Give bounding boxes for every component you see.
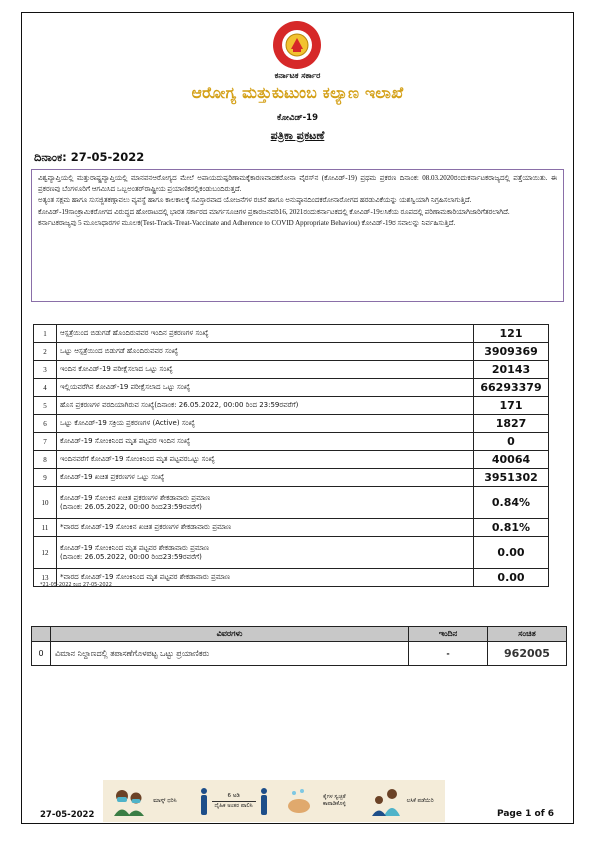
row-label — [57, 537, 474, 569]
person-icon — [259, 787, 269, 815]
row-number: 0 — [32, 642, 51, 666]
page-of: of — [531, 809, 548, 819]
row-label: ಇಂದಿನ ಕೋವಿಡ್-19 ಪರೀಕ್ಷೆಸಲಾದ ಒಟ್ಟು ಸಂಖ್ಯೆ — [57, 361, 474, 379]
row-value: 66293379 — [474, 379, 549, 397]
banner-vaccine-text: ಲಸಿಕೆ ಪಡೆಯಿರಿ — [406, 797, 434, 804]
karnataka-emblem-icon — [272, 20, 322, 70]
government-name: ಕರ್ನಾಟಕ ಸರ್ಕಾರ — [274, 71, 321, 80]
page-number: 1 — [525, 809, 532, 819]
header-cell: ವಿವರಗಳು — [51, 627, 409, 642]
table-row — [34, 343, 549, 361]
row-value: 3951302 — [474, 469, 549, 487]
banner-hands — [286, 787, 353, 815]
banner-distance-top: 6 ಅಡಿ — [227, 792, 240, 799]
row-value: 171 — [474, 397, 549, 415]
intro-paragraph: ಕರ್ನಾಟಕರಾಜ್ಯವು 5 ಮೂಲಾಧಾರಗಳ ಮೂಲಕ(Test-Track-Treat-Vaccinate and Adherence to COVID Appropriate Behaviou) ಕೋವಿಡ್-19ರ ಸವಾಲನ್ನು ನಿರ್ವಹಿಸುತ್ತಿದೆ. — [38, 219, 456, 227]
row-number: 10 — [34, 487, 57, 519]
row-label: ವಿಮಾನ ನಿಲ್ದಾಣದಲ್ಲಿ ತಪಾಸಣೆಗೊಳಪಟ್ಟ ಒಟ್ಟು ಪ್ರಯಾಣಿಕರು — [51, 642, 409, 666]
mask-people-icon — [112, 786, 146, 816]
airport-table — [31, 626, 567, 666]
row-number: 5 — [34, 397, 57, 415]
row-label: ಕೋವಿಡ್-19 ಖಚಿತ ಪ್ರಕರಣಗಳ ಒಟ್ಟು ಸಂಖ್ಯೆ — [57, 469, 474, 487]
row-label-line: (ದಿನಾಂಕ: 26.05.2022, 00:00 ರಿಂದ23:59ರವರೆಗೆ) — [60, 502, 202, 511]
subject-title: ಕೋವಿಡ್-19 — [276, 113, 319, 123]
row-value: 3909369 — [474, 343, 549, 361]
row-value: 40064 — [474, 451, 549, 469]
department-title: ಆರೋಗ್ಯ ಮತ್ತುಕುಟುಂಬ ಕಲ್ಯಾಣ ಇಲಾಖೆ — [191, 84, 404, 102]
table-row — [34, 537, 549, 569]
row-label-line: ಕೋವಿಡ್-19 ಸೋಂಕಿನ ಖಚಿತ ಪ್ರಕರಣಗಳ ಶೇಕಡಾವಾರು ಪ್ರಮಾಣ — [60, 493, 211, 502]
page-indicator — [497, 809, 554, 819]
banner-vaccine — [371, 786, 436, 816]
hand-wash-icon — [286, 787, 312, 815]
intro-box — [31, 169, 564, 302]
header-cell — [32, 627, 51, 642]
header-cell: ಸಂಚಿತ — [488, 627, 567, 642]
table-row — [34, 379, 549, 397]
table-row — [34, 451, 549, 469]
release-date: ದಿನಾಂಕ: 27-05-2022 — [34, 150, 145, 164]
banner-distance-text: ದೈಹಿಕ ಅಂತರ ಪಾಲಿಸಿ — [214, 802, 253, 809]
page-total: 6 — [547, 809, 555, 819]
table-row — [34, 469, 549, 487]
table-row — [34, 325, 549, 343]
table-row — [34, 433, 549, 451]
row-value: 1827 — [474, 415, 549, 433]
banner-distance — [199, 787, 269, 815]
table-row — [34, 397, 549, 415]
row-label — [57, 487, 474, 519]
row-value: 20143 — [474, 361, 549, 379]
row-label-line: (ದಿನಾಂಕ: 26.05.2022, 00:00 ರಿಂದ23:59ರವರೆಗೆ) — [60, 552, 202, 561]
row-label: ಇಂದಿನವರೆಗೆ ಕೋವಿಡ್-19 ಸೋಂಕಿನಿಂದ ಮೃತ ಪಟ್ಟವರಒಟ್ಟು ಸಂಖ್ಯೆ — [57, 451, 474, 469]
row-value: 0.84% — [474, 487, 549, 519]
person-icon — [199, 787, 209, 815]
stats-table — [33, 324, 549, 587]
banner-hands-text: ಕೈಗಳ ಸ್ವಚ್ಛತೆ ಕಾಪಾಡಿಕೊಳ್ಳಿ — [322, 794, 346, 807]
covid-guidelines-banner — [103, 780, 445, 822]
row-value: 121 — [474, 325, 549, 343]
press-release-title: ಪತ್ರಿಕಾ ಪ್ರಕಟಣೆ — [270, 129, 325, 142]
row-label: ಒಟ್ಟು ಆಸ್ಪತ್ರೆಯಿಂದ ಬಿಡುಗಡೆ ಹೊಂದಿರುವವರ ಸಂಖ್ಯೆ — [57, 343, 474, 361]
footer-date: 27-05-2022 — [40, 810, 95, 820]
table-row — [34, 361, 549, 379]
table-row — [34, 487, 549, 519]
banner-mask — [112, 786, 181, 816]
row-value: 0.00 — [474, 569, 549, 587]
distance-arrow-icon — [212, 801, 256, 802]
table-row — [32, 642, 567, 666]
row-value: 0.81% — [474, 519, 549, 537]
intro-paragraph: ಅತ್ಯಂತ ಸಕ್ಷಮ ಹಾಗೂ ಸುಸಜ್ಜಿತಕಣ್ಗಾವಲು ವ್ಯವಸ್ಥೆ ಹಾಗೂ ಕಾಲಕಾಲಕ್ಕೆ ಸವಿಸ್ತಾರವಾದ ಯೋಜನೆಗಳ ರಚನೆ ಹಾಗೂ ಅನುಷ್ಠಾನದಿಂದಕರೋನಾರೋಗದ ಹರಡುವಿಕೆಯನ್ನು ಯಶಸ್ವಿಯಾಗಿ ನಿಗ್ರಹಿಸಲಾಗುತ್ತಿದೆ. — [38, 196, 472, 204]
row-label: *ವಾರದ ಕೋವಿಡ್-19 ಸೋಂಕಿನ ಖಚಿತ ಪ್ರಕರಣಗಳ ಶೇಕಡಾವಾರು ಪ್ರಮಾಣ — [57, 519, 474, 537]
row-label: ಹೊಸ ಪ್ರಕರಣಗಳ ವರದಿಯಾಗಿರುವ ಸಂಖ್ಯೆ(ದಿನಾಂಕ: 26.05.2022, 00:00 ರಿಂದ 23:59ರವರೆಗೆ) — [57, 397, 474, 415]
table-header-row — [32, 627, 567, 642]
row-number: 9 — [34, 469, 57, 487]
row-label-line: ಕೋವಿಡ್-19 ಸೋಂಕಿನಿಂದ ಮೃತ ಪಟ್ಟವರ ಶೇಕಡಾವಾರು ಪ್ರಮಾಣ — [60, 543, 210, 552]
row-number: 13 — [34, 569, 57, 587]
row-number: 3 — [34, 361, 57, 379]
intro-paragraph: ವಿಶ್ವವ್ಯಾಪ್ತಿಯಲ್ಲಿ ಮತ್ತುರಾಷ್ಟ್ರವ್ಯಾಪ್ತಿಯಲ್ಲಿ ಮಾನವನಆರೋಗ್ಯದ ಮೇಲೆ ಅಪಾಯದುಷ್ಪರಿಣಾಮಕ್ಕೆಕಾರಣವಾದಕರೋನಾ ವೈರಸ್‌ನ (ಕೋವಿಡ್-19) ಪ್ರಥಮ ಪ್ರಕರಣ ದಿನಾಂಕ: 08.03.2020ರಂದುಕರ್ನಾಟಕರಾಜ್ಯದಲ್ಲಿ ಪತ್ತೆಯಾಯಿತು. ಈ ಪ್ರಕರಣವು ಬೆಂಗಳೂರಿಗೆ ಆಗಮಿಸಿದ ಒಬ್ಬಅಂತರ್‌ರಾಷ್ಟ್ರೀಯ ಪ್ರಯಾಣಿಕರಲ್ಲಿಕಂಡುಬಂದಿರುತ್ತದೆ. — [38, 174, 557, 193]
row-number: 8 — [34, 451, 57, 469]
row-value: 0.00 — [474, 537, 549, 569]
banner-mask-text: ಮಾಸ್ಕ್ ಧರಿಸಿ — [153, 797, 177, 804]
row-label: ಆಸ್ಪತ್ರೆಯಿಂದ ಬಿಡುಗಡೆ ಹೊಂದಿರುವವರ ಇಂದಿನ ಪ್ರಕರಣಗಳ ಸಂಖ್ಯೆ — [57, 325, 474, 343]
page-prefix: Page — [497, 809, 526, 819]
cumulative-value: 962005 — [488, 642, 567, 666]
row-label: *ವಾರದ ಕೋವಿಡ್-19 ಸೋಂಕಿನಿಂದ ಮೃತ ಪಟ್ಟವರ ಶೇಕಡಾವಾರು ಪ್ರಮಾಣ — [57, 569, 474, 587]
row-label: ಕೋವಿಡ್-19 ಸೋಂಕಿನಿಂದ ಮೃತ ಪಟ್ಟವರ ಇಂದಿನ ಸಂಖ್ಯೆ — [57, 433, 474, 451]
table-row — [34, 415, 549, 433]
row-number: 12 — [34, 537, 57, 569]
row-label: ಒಟ್ಟು ಕೋವಿಡ್-19 ಸಕ್ರಿಯ ಪ್ರಕರಣಗಳ (Active) ಸಂಖ್ಯೆ — [57, 415, 474, 433]
row-number: 7 — [34, 433, 57, 451]
header-cell: ಇಂದಿನ — [409, 627, 488, 642]
banner-distance-text-wrap — [212, 793, 256, 810]
vaccine-icon — [371, 786, 401, 816]
row-number: 11 — [34, 519, 57, 537]
table-row — [34, 519, 549, 537]
intro-paragraph: ಕೋವಿಡ್-19ಸಾಂಕ್ರಾಮಿಕರೋಗದ ವಿರುದ್ಧದ ಹೋರಾಟದಲ್ಲಿ ಭಾರತ ಸರ್ಕಾರದ ಮಾರ್ಗಸೂಚಿಗಳ ಪ್ರಕಾರಜನವರಿ16, 2021ರಂದುಕರ್ನಾಟಕದಲ್ಲಿ ಕೋವಿಡ್-19ಲಸಿಕೆಯ ರೂಪದಲ್ಲಿ ಪರಿಣಾಮಕಾರಿಯಾಗಿಜಾರಿಗೆತರಲಾಗಿದೆ. — [38, 207, 510, 216]
today-value: - — [409, 642, 488, 666]
row-label: ಇಲ್ಲಿಯವರೆಗಿನ ಕೋವಿಡ್-19 ಪರೀಕ್ಷೆಸಲಾದ ಒಟ್ಟು ಸಂಖ್ಯೆ — [57, 379, 474, 397]
row-number: 1 — [34, 325, 57, 343]
row-number: 2 — [34, 343, 57, 361]
row-number: 6 — [34, 415, 57, 433]
row-value: 0 — [474, 433, 549, 451]
row-number: 4 — [34, 379, 57, 397]
footnote: *21-05-2022 ರಿಂದ 27-05-2022 — [40, 582, 112, 588]
